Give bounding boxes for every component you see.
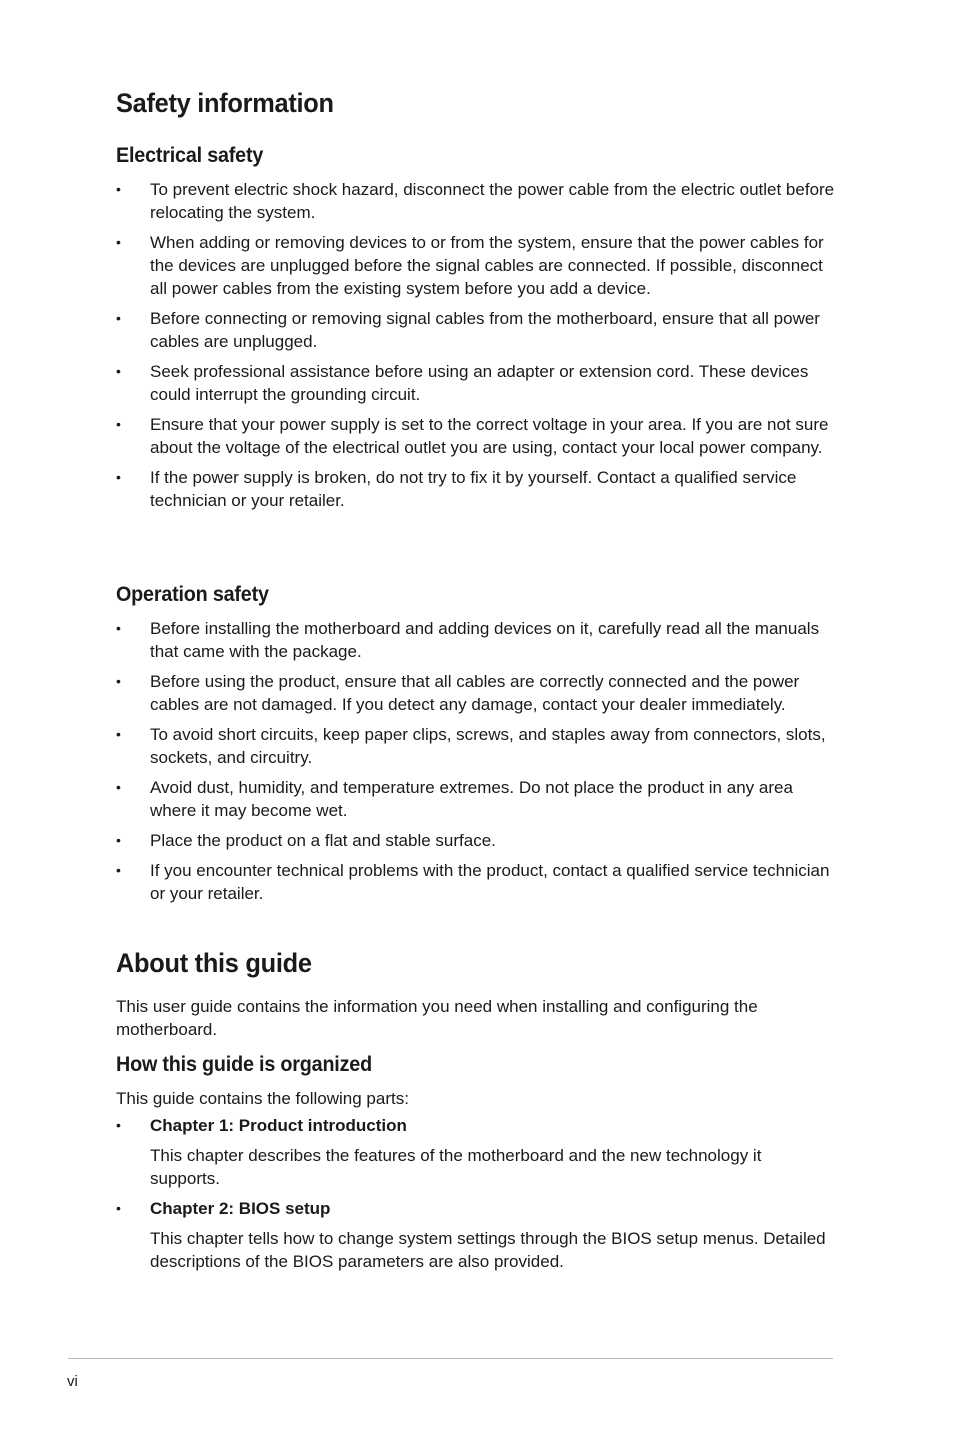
list-item: • Seek professional assistance before using an adapter or extension cord. These devices could interrupt the grounding circuit. bbox=[116, 362, 809, 404]
list-item: • To avoid short circuits, keep paper clips, screws, and staples away from connectors, slots, sockets, and circuitry. bbox=[116, 725, 826, 767]
chapter-description: This chapter tells how to change system settings through the BIOS setup menus. Detailed descriptions of the BIOS parameters are also provided. bbox=[150, 1229, 826, 1271]
electrical-safety-list bbox=[116, 178, 836, 519]
chapter-title: Chapter 1: Product introduction bbox=[150, 1116, 407, 1135]
bullet-icon: • bbox=[116, 469, 121, 485]
bullet-icon: • bbox=[116, 1117, 121, 1133]
safety-information-title: Safety information bbox=[116, 88, 334, 118]
list-item: • Ensure that your power supply is set to the correct voltage in your area. If you are not sure about the voltage of the electrical outlet you are using, contact your local power company. bbox=[116, 415, 829, 457]
bullet-icon: • bbox=[116, 234, 121, 250]
operation-safety-heading: Operation safety bbox=[116, 583, 269, 606]
list-item: • If you encounter technical problems with the product, contact a qualified service technician or your retailer. bbox=[116, 861, 830, 903]
bullet-icon: • bbox=[116, 726, 121, 742]
list-item: • Before using the product, ensure that all cables are correctly connected and the power cables are not damaged. If you detect any damage, contact your dealer immediately. bbox=[116, 672, 800, 714]
electrical-safety-heading: Electrical safety bbox=[116, 144, 264, 167]
list-item: • Before installing the motherboard and adding devices on it, carefully read all the manuals that came with the package. bbox=[116, 619, 820, 661]
about-guide-title: About this guide bbox=[116, 948, 312, 978]
bullet-icon: • bbox=[116, 181, 121, 197]
list-item bbox=[116, 1114, 836, 1190]
guide-parts-intro: This guide contains the following parts: bbox=[116, 1089, 409, 1108]
chapter-list bbox=[116, 1114, 836, 1280]
bullet-icon: • bbox=[116, 416, 121, 432]
list-item: • Avoid dust, humidity, and temperature extremes. Do not place the product in any area where it may become wet. bbox=[116, 778, 793, 820]
guide-organization-heading: How this guide is organized bbox=[116, 1053, 372, 1076]
about-guide-intro: This user guide contains the information you need when installing and configuring the motherboard. bbox=[116, 997, 758, 1039]
operation-safety-list bbox=[116, 617, 836, 912]
bullet-icon: • bbox=[116, 779, 121, 795]
chapter-description: This chapter describes the features of the motherboard and the new technology it supports. bbox=[150, 1146, 762, 1188]
list-item: • Before connecting or removing signal cables from the motherboard, ensure that all power cables are unplugged. bbox=[116, 309, 820, 351]
bullet-icon: • bbox=[116, 620, 121, 636]
bullet-icon: • bbox=[116, 673, 121, 689]
chapter-title: Chapter 2: BIOS setup bbox=[150, 1199, 331, 1218]
page-number: vi bbox=[67, 1373, 78, 1390]
bullet-icon: • bbox=[116, 862, 121, 878]
list-item: • To prevent electric shock hazard, disconnect the power cable from the electric outlet before relocating the system. bbox=[116, 180, 835, 222]
bullet-icon: • bbox=[116, 1200, 121, 1216]
bullet-icon: • bbox=[116, 363, 121, 379]
list-item: • If the power supply is broken, do not try to fix it by yourself. Contact a qualified service technician or your retailer. bbox=[116, 468, 797, 510]
bullet-icon: • bbox=[116, 310, 121, 326]
list-item bbox=[116, 1197, 836, 1273]
footer-divider bbox=[68, 1358, 833, 1359]
list-item: • When adding or removing devices to or from the system, ensure that the power cables for the devices are unplugged before the signal cables are connected. If possible, disconnect all power cables from the existing system before you add a device. bbox=[116, 233, 824, 298]
bullet-icon: • bbox=[116, 832, 121, 848]
list-item: • Place the product on a flat and stable surface. bbox=[116, 831, 496, 850]
